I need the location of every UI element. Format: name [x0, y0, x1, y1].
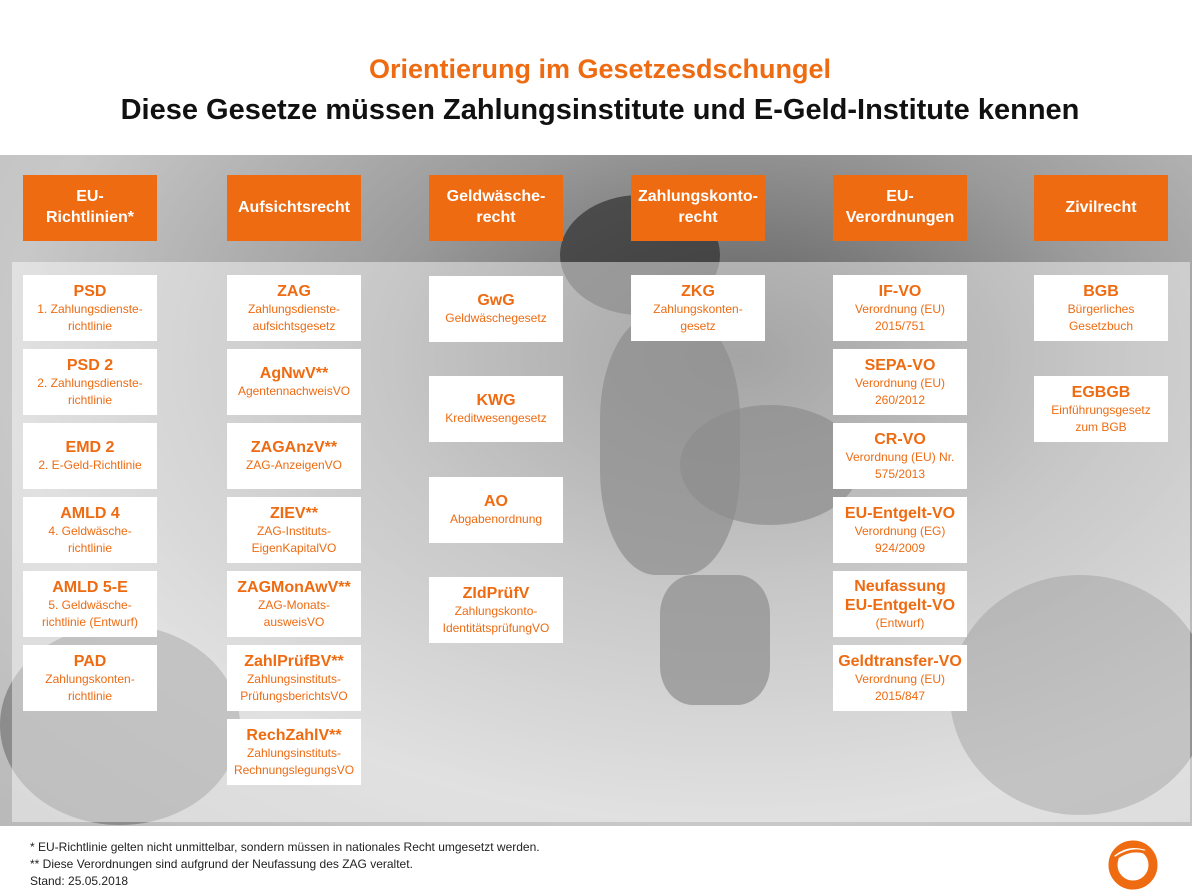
law-description: Einführungsgesetz zum BGB	[1051, 402, 1151, 434]
law-description: Verordnung (EU) 260/2012	[854, 375, 946, 407]
law-description: 2. E-Geld-Richtlinie	[38, 458, 142, 472]
law-description: AgentennachweisVO	[237, 384, 351, 398]
law-box-zagmonawv	[227, 571, 361, 637]
category-eu-verordnungen	[833, 175, 967, 241]
law-box-ao	[429, 477, 563, 543]
law-box-rechzahlv	[227, 719, 361, 785]
law-box-sepa-vo	[833, 349, 967, 415]
law-box-if-vo	[833, 275, 967, 341]
law-box-geldtransfer-vo	[833, 645, 967, 711]
law-description: Verordnung (EU) 2015/847	[854, 671, 946, 703]
law-title: AMLD 4	[60, 504, 120, 522]
law-description: Bürgerliches Gesetzbuch	[1067, 301, 1135, 333]
law-box-zidpruefv	[429, 577, 563, 643]
category-label: EU- Richtlinien*	[45, 188, 134, 226]
law-title: RechZahlV**	[246, 726, 342, 744]
category-zivilrecht	[1034, 175, 1168, 241]
law-description: 1. Zahlungsdienste- richtlinie	[37, 301, 143, 333]
law-title: AO	[484, 493, 508, 510]
law-description: Zahlungskonten- gesetz	[653, 301, 743, 333]
category-label: EU- Verordnungen	[845, 188, 955, 226]
page-subtitle: Diese Gesetze müssen Zahlungsinstitute und E-Geld-Institute kennen	[120, 94, 1080, 126]
law-box-ziev	[227, 497, 361, 563]
company-logo-icon	[1106, 836, 1160, 890]
law-box-emd2	[23, 423, 157, 489]
law-description: Zahlungsdienste- aufsichtsgesetz	[247, 301, 341, 333]
law-title: EU-Entgelt-VO	[844, 504, 956, 522]
law-box-zkg	[631, 275, 765, 341]
law-box-pad	[23, 645, 157, 711]
law-box-zahlpruefbv	[227, 645, 361, 711]
law-box-agnwv	[227, 349, 361, 415]
law-title: KWG	[476, 392, 516, 409]
law-box-cr-vo	[833, 423, 967, 489]
category-label: Aufsichtsrecht	[237, 198, 351, 216]
law-title: SEPA-VO	[864, 356, 936, 374]
law-description: Verordnung (EU) 2015/751	[854, 301, 946, 333]
law-description: Zahlungsinstituts- PrüfungsberichtsVO	[240, 671, 348, 703]
category-geldwaescherecht	[429, 175, 563, 241]
category-label: Zivilrecht	[1065, 198, 1137, 216]
law-title: EGBGB	[1071, 383, 1131, 401]
law-title: AgNwV**	[259, 365, 329, 382]
law-box-eu-entgelt-vo	[833, 497, 967, 563]
law-box-neufassung-eu-entgelt-vo	[833, 571, 967, 637]
law-title: ZAGAnzV**	[250, 439, 338, 456]
law-title: ZahlPrüfBV**	[244, 652, 344, 670]
law-description: Verordnung (EG) 924/2009	[854, 523, 946, 555]
law-title: PAD	[73, 652, 107, 670]
footnote-verordnungen: ** Diese Verordnungen sind aufgrund der Neufassung des ZAG veraltet.	[30, 857, 413, 871]
category-zahlungskontorecht	[631, 175, 765, 241]
law-description: Kreditwesengesetz	[445, 411, 547, 425]
law-description: (Entwurf)	[875, 615, 925, 630]
law-box-psd2	[23, 349, 157, 415]
law-description: ZAG-AnzeigenVO	[245, 458, 343, 472]
law-description: ZAG-Instituts- EigenKapitalVO	[251, 523, 337, 555]
law-box-gwg	[429, 276, 563, 342]
law-box-zaganzv	[227, 423, 361, 489]
law-box-kwg	[429, 376, 563, 442]
law-description: 5. Geldwäsche- richtlinie (Entwurf)	[41, 597, 139, 629]
law-description: 4. Geldwäsche- richtlinie	[48, 523, 132, 555]
law-title: IF-VO	[878, 282, 922, 300]
law-title: ZIEV**	[269, 504, 318, 522]
law-title: PSD 2	[66, 356, 114, 374]
law-title: Geldtransfer-VO	[838, 652, 962, 670]
law-title: GwG	[477, 292, 515, 309]
category-label: Zahlungskonto- recht	[638, 188, 758, 226]
law-box-amld5e	[23, 571, 157, 637]
law-description: Zahlungsinstituts- RechnungslegungsVO	[233, 745, 355, 777]
law-description: Abgabenordnung	[449, 512, 543, 526]
law-box-bgb	[1034, 275, 1168, 341]
page-title: Orientierung im Gesetzesdschungel	[368, 54, 832, 84]
category-aufsichtsrecht	[227, 175, 361, 241]
law-title: ZAGMonAwV**	[237, 578, 351, 596]
law-box-amld4	[23, 497, 157, 563]
footnote-eu-richtlinie: * EU-Richtlinie gelten nicht unmittelbar, sondern müssen in nationales Recht umgesetzt werden.	[30, 840, 540, 854]
law-title: AMLD 5-E	[52, 578, 128, 596]
status-date: Stand: 25.05.2018	[30, 874, 129, 888]
law-title: PSD	[73, 282, 107, 300]
law-title: CR-VO	[874, 430, 926, 448]
content-overlay	[12, 262, 1190, 822]
law-title: BGB	[1083, 282, 1119, 300]
law-title: Neufassung EU-Entgelt-VO	[844, 577, 956, 614]
law-box-egbgb	[1034, 376, 1168, 442]
law-description: 2. Zahlungsdienste- richtlinie	[37, 375, 143, 407]
law-title: ZKG	[681, 282, 715, 300]
law-title: EMD 2	[65, 439, 115, 456]
law-description: Geldwäschegesetz	[445, 311, 547, 325]
law-description: Zahlungskonto- IdentitätsprüfungVO	[442, 603, 550, 635]
law-title: ZIdPrüfV	[462, 584, 530, 602]
law-description: Zahlungskonten- richtlinie	[45, 671, 135, 703]
law-title: ZAG	[277, 282, 311, 300]
category-label: Geldwäsche- recht	[446, 188, 546, 226]
law-description: Verordnung (EU) Nr. 575/2013	[845, 449, 955, 481]
law-box-zag	[227, 275, 361, 341]
law-box-psd	[23, 275, 157, 341]
category-eu-richtlinien	[23, 175, 157, 241]
law-description: ZAG-Monats- ausweisVO	[257, 597, 330, 629]
